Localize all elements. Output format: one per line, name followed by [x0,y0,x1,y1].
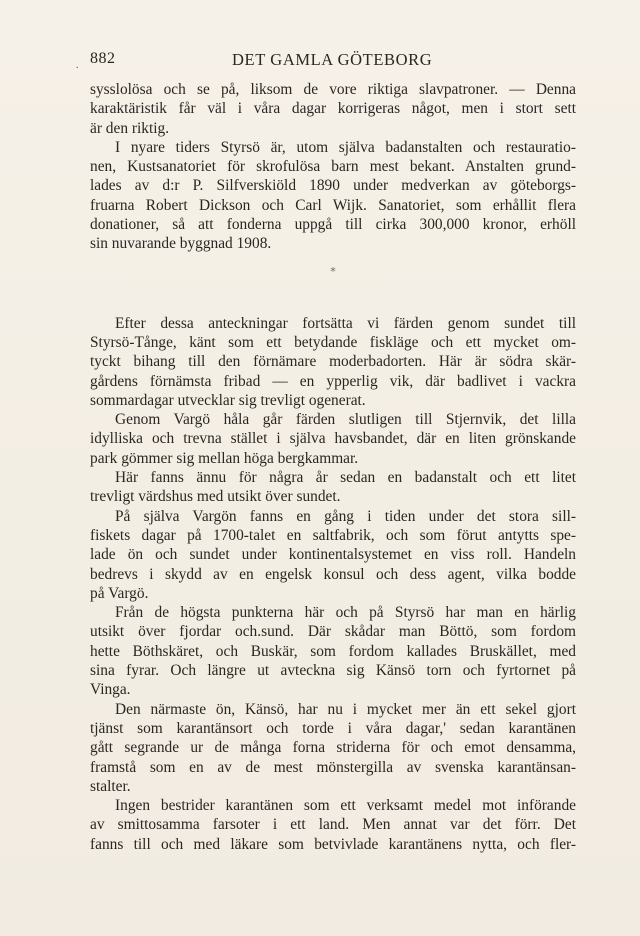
paragraph-3 [90,314,576,410]
text-line: sysslolösa och se på, liksom de vore riktiga slavpatroner. — Denna [90,81,576,98]
text-line: framstå som en av de mest mönstergilla av svenska karantänsan- [90,758,576,776]
text-line: Från de högsta punkterna här och på Styrsö har man en härlig [115,604,576,622]
text-line: På själva Vargön fanns en gång i tiden under det stora sill- [115,507,576,525]
text-line: Vinga. [90,681,131,699]
text-line: gått segrande ur de många forna striderna för och emot densamma, [90,739,576,757]
text-line: sina fyrar. Och längre ut avteckna sig Känsö torn och fyrtornet på [90,662,576,680]
margin-mark: . [76,60,79,71]
section-separator: * [330,264,336,278]
text-line: stalter. [90,777,131,795]
paragraph-5 [90,468,576,507]
running-title: DET GAMLA GÖTEBORG [232,50,433,69]
page-number: 882 [90,50,116,67]
text-line: Genom Vargö håla går färden slutligen till Stjernvik, det lilla [115,411,576,429]
text-line: Efter dessa anteckningar fortsätta vi färden genom sundet till [115,314,576,332]
text-line: trevligt värdshus med utsikt över sundet. [90,488,341,506]
text-line: tjänst som karantänsort och torde i våra dagar,' sedan karantänen [90,719,576,737]
text-line: park gömmer sig mellan höga bergkammar. [90,449,359,467]
paragraph-4 [90,410,576,468]
text-line: sommardagar utvecklar sig trevligt ogenerat. [90,391,366,409]
text-line: fanns till och med läkare som betvivlade karantänens nytta, och fler- [90,835,576,853]
text-line: utsikt över fjordar och.sund. Där skådar man Böttö, som fordom [90,623,576,641]
text-line: fruarna Robert Dickson och Carl Wijk. Sanatoriet, som erhållit flera [90,196,576,214]
text-line: sin nuvarande byggnad 1908. [90,235,272,253]
text-line: fiskets dagar på 1700-talet en saltfabrik, och som förut antytts spe- [90,526,576,544]
text-line: bedrevs i skydd av en engelsk konsul och dess agent, vilka bodde [90,565,576,583]
text-line: tyckt bihang till den förnämare moderbadorten. Här är södra skär- [90,353,576,371]
text-line: lade ön och sundet under kontinentalsystemet en viss roll. Handeln [90,546,576,564]
text-line: donationer, så att fonderna uppgå till cirka 300,000 kronor, erhöll [90,216,576,234]
text-line: I nyare tiders Styrsö är, utom själva badanstalten och restauratio- [115,138,576,156]
paragraph-7 [90,603,576,699]
paragraph-9 [90,796,576,854]
text-line: Här fanns ännu för några år sedan en badanstalt och ett litet [115,469,576,487]
text-line: idylliska och trevna stället i själva havsbandet, där en liten grönskande [90,430,576,448]
page-header [76,50,576,72]
text-line: av smittosamma farsoter i ett land. Men annat var det förr. Det [90,816,576,834]
paragraph-8 [90,700,576,796]
paragraph-2 [90,138,576,254]
page-body [90,80,576,854]
text-line: karaktäristik får väl i våra dagar korrigeras något, men i stort sett [90,100,576,118]
text-line: nen, Kustsanatoriet för skrofulösa barn mest bekant. Anstalten grund- [90,158,576,176]
text-line: gårdens förnämsta fribad — en ypperlig vik, där badlivet i vackra [90,372,576,390]
text-line: på Vargö. [90,584,149,602]
text-line: Ingen bestrider karantänen som ett verksamt medel mot införande [115,797,576,815]
text-line: Den närmaste ön, Känsö, har nu i mycket mer än ett sekel gjort [115,700,576,718]
text-line: lades av d:r P. Silfverskiöld 1890 under medverkan av göteborgs- [90,177,576,195]
text-line: hette Böthskäret, och Buskär, som fordom kallades Bruskället, med [90,642,576,660]
paragraph-6 [90,507,576,603]
text-line: Styrsö-Tånge, känt som ett betydande fiskläge och ett mycket om- [90,333,576,351]
text-line: är den riktig. [90,119,170,137]
paragraph-1 [90,80,576,138]
